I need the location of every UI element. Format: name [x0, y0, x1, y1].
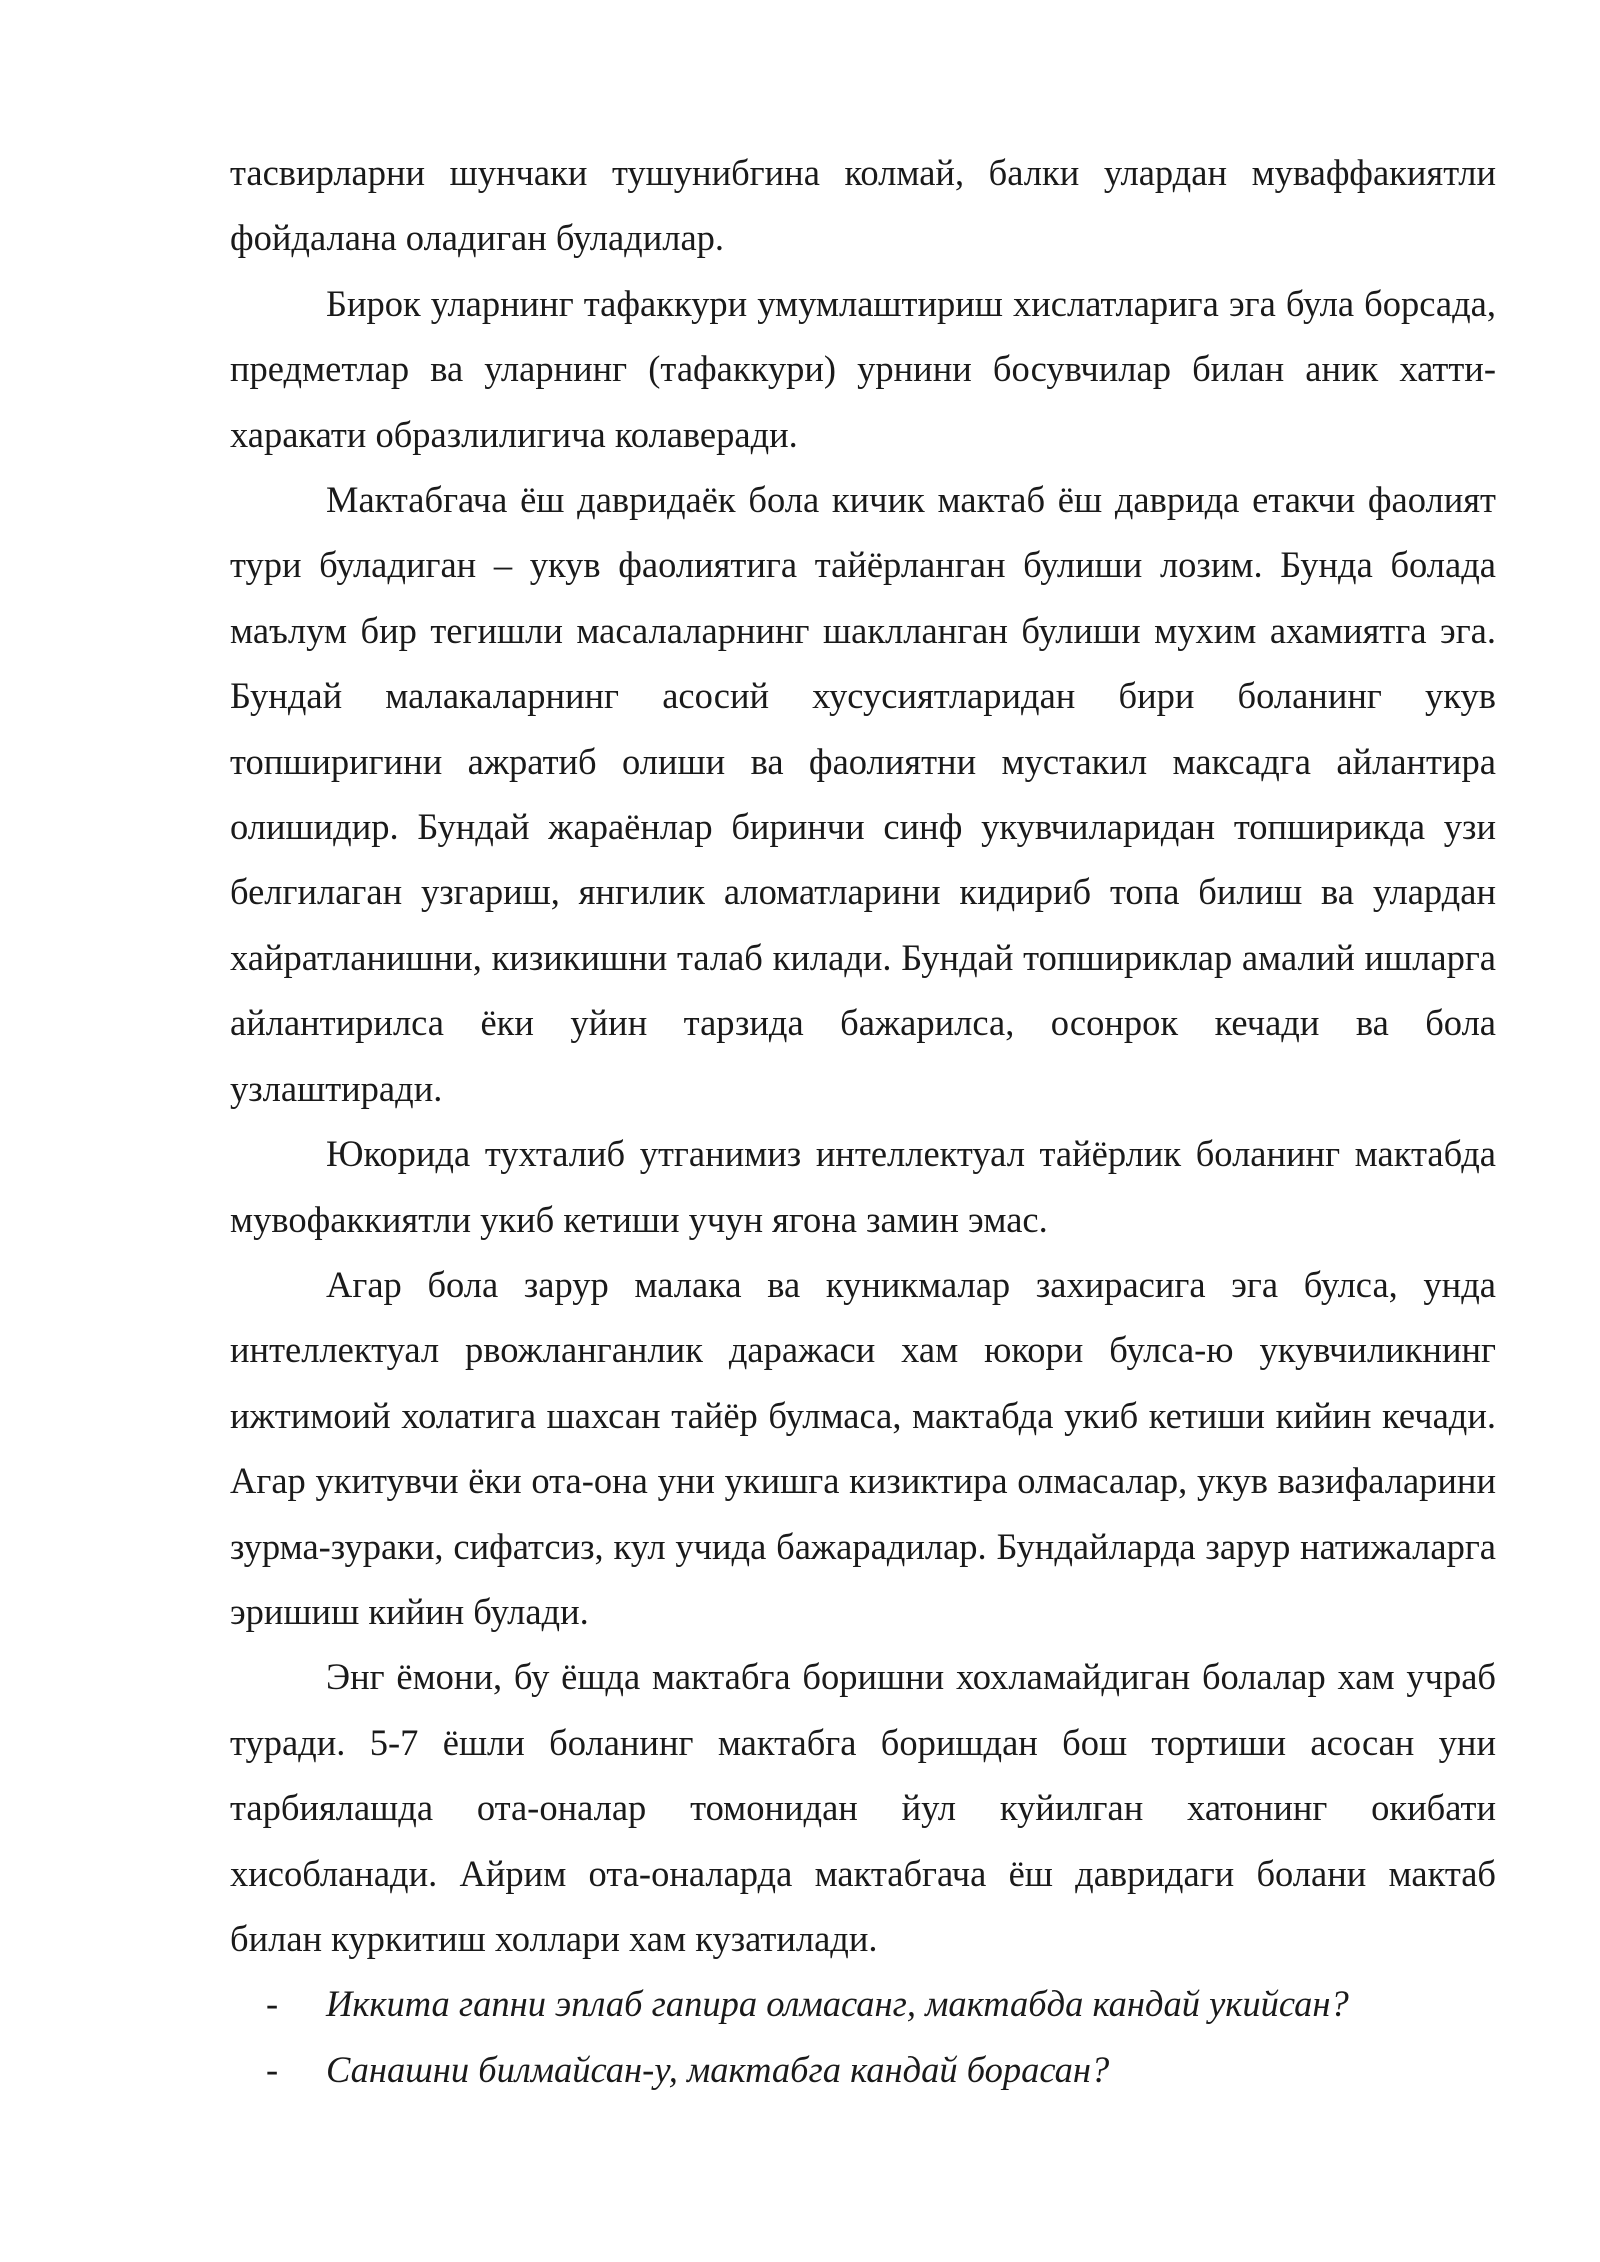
- quote-text: Иккита гапни эплаб гапира олмасанг, мактабда кандай укийсан?: [326, 1983, 1349, 2025]
- paragraph-2: Бирок уларнинг тафаккури умумлаштириш хислатларига эга була борсада, предметлар ва уларнинг (тафаккури) урнини босувчилар билан аник хатти-харакати образлилигича колаверади.: [230, 282, 1496, 455]
- paragraph-6: Энг ёмони, бу ёшда мактабга боришни хохламайдиган болалар хам учраб туради. 5-7 ёшли боланинг мактабга боришдан бош тортиши асосан уни тарбиялашда ота-оналар томонидан йул куйилган хатонинг окибати хисобланади. Айрим ота-оналарда мактабгача ёш давридаги болани мактаб билан куркитиш холлари хам кузатилади.: [230, 1656, 1496, 1959]
- quote-item-2: [230, 2037, 1496, 2102]
- quote-text: Санашни билмайсан-у, мактабга кандай борасан?: [326, 2048, 1110, 2090]
- document-page: [230, 140, 1496, 2102]
- quote-list: [230, 1971, 1496, 2102]
- paragraph-4: Юкорида тухталиб утганимиз интеллектуал тайёрлик боланинг мактабда мувофаккиятли укиб кетиши учун ягона замин эмас.: [230, 1133, 1496, 1240]
- dash-bullet: -: [266, 1983, 279, 2025]
- paragraph-3: Мактабгача ёш давридаёк бола кичик мактаб ёш даврида етакчи фаолият тури буладиган – укув фаолиятига тайёрланган булиши лозим. Бунда болада маълум бир тегишли масалаларнинг шаклланган булиши мухим ахамиятга эга. Бундай малакаларнинг асосий хусусиятларидан бири боланинг укув топширигини ажратиб олиши ва фаолиятни мустакил максадга айлантира олишидир. Бундай жараёнлар биринчи синф укувчиларидан топширикда узи белгилаган узгариш, янгилик аломатларини кидириб топа билиш ва улардан хайратланишни, кизикишни талаб килади. Бундай топшириклар амалий ишларга айлантирилса ёки уйин тарзида бажарилса, осонрок кечади ва бола узлаштиради.: [230, 479, 1496, 1109]
- paragraph-5: Агар бола зарур малака ва куникмалар захирасига эга булса, унда интеллектуал рвожланганлик даражаси хам юкори булса-ю укувчиликнинг ижтимоий холатига шахсан тайёр булмаса, мактабда укиб кетиши кийин кечади. Агар укитувчи ёки ота-она уни укишга кизиктира олмасалар, укув вазифаларини зурма-зураки, сифатсиз, кул учида бажарадилар. Бундайларда зарур натижаларга эришиш кийин булади.: [230, 1263, 1496, 1632]
- dash-bullet: -: [266, 2048, 279, 2090]
- quote-item-1: [230, 1971, 1496, 2036]
- paragraph-1: тасвирларни шунчаки тушунибгина колмай, балки улардан муваффакиятли фойдалана оладиган буладилар.: [230, 152, 1496, 259]
